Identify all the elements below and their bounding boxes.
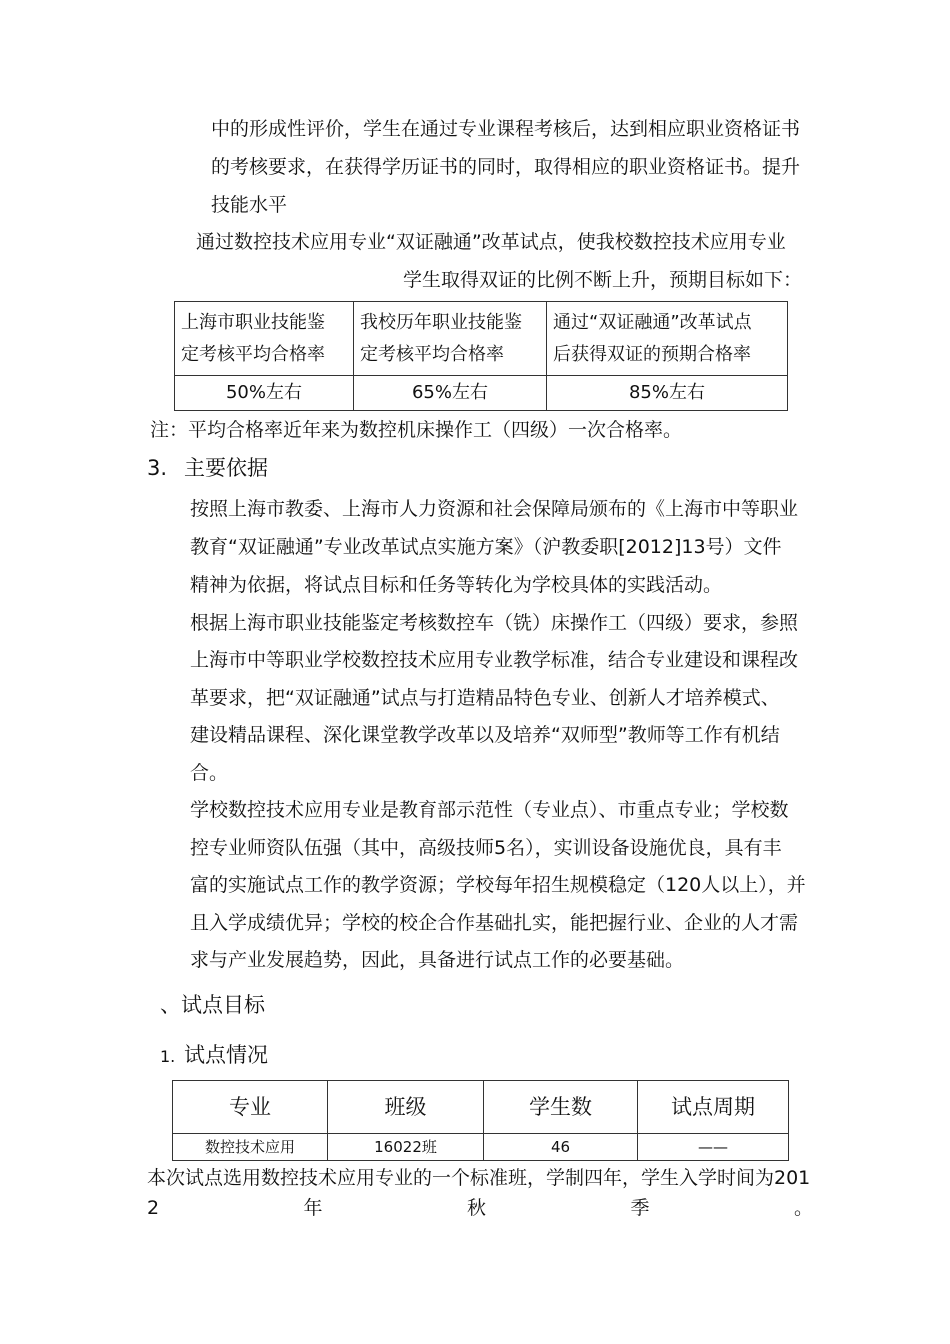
pilot-header-cell: 班级 <box>328 1081 484 1134</box>
paragraph-line: 根据上海市职业技能鉴定考核数控车（铣）床操作工（四级）要求，参照 <box>190 612 799 634</box>
paragraph-line: 求与产业发展趋势，因此，具备进行试点工作的必要基础。 <box>190 949 685 971</box>
paragraph-line: 上海市中等职业学校数控技术应用专业教学标准，结合专业建设和课程改 <box>190 649 799 671</box>
subsection-title: 试点情况 <box>184 1043 268 1067</box>
pilot-cell: 16022班 <box>328 1134 484 1161</box>
rate-value-cell: 85%左右 <box>547 376 788 411</box>
paragraph-line: 精神为依据，将试点目标和任务等转化为学校具体的实践活动。 <box>190 574 723 596</box>
pilot-table <box>172 1080 789 1161</box>
pilot-header-cell: 试点周期 <box>638 1081 789 1134</box>
closing-word: 季 <box>630 1197 650 1219</box>
paragraph-line: 革要求，把“双证融通”试点与打造精品特色专业、创新人才培养模式、 <box>190 687 780 709</box>
closing-word: 年 <box>303 1197 323 1219</box>
paragraph-line: 合。 <box>190 762 229 784</box>
rate-value-cell: 65%左右 <box>354 376 547 411</box>
paragraph-line: 建设精品课程、深化课堂教学改革以及培养“双师型”教师等工作有机结 <box>190 724 780 746</box>
pilot-cell: 46 <box>484 1134 638 1161</box>
pilot-header-cell: 学生数 <box>484 1081 638 1134</box>
paragraph-line: 且入学成绩优异；学校的校企合作基础扎实，能把握行业、企业的人才需 <box>190 912 799 934</box>
rate-header-cell: 通过“双证融通”改革试点 后获得双证的预期合格率 <box>547 302 788 376</box>
section-title: 、试点目标 <box>160 993 265 1017</box>
intro-line: 技能水平 <box>211 194 288 216</box>
paragraph-line: 富的实施试点工作的教学资源；学校每年招生规模稳定（120人以上），并 <box>190 874 806 896</box>
paragraph-line: 按照上海市教委、上海市人力资源和社会保障局颁布的《上海市中等职业 <box>190 498 799 520</box>
table-note: 注：平均合格率近年来为数控机床操作工（四级）一次合格率。 <box>150 419 683 441</box>
section-title: 主要依据 <box>184 456 268 480</box>
closing-line-spread <box>147 1196 813 1220</box>
paragraph-line: 学校数控技术应用专业是教育部示范性（专业点）、市重点专业；学校数 <box>190 799 789 821</box>
intro-line: 通过数控技术应用专业“双证融通”改革试点，使我校数控技术应用专业 <box>196 231 786 253</box>
rate-value-cell: 50%左右 <box>175 376 354 411</box>
closing-word: 秋 <box>467 1197 487 1219</box>
pilot-cell: 数控技术应用 <box>173 1134 328 1161</box>
pilot-cell: —— <box>638 1134 789 1161</box>
intro-line: 学生取得双证的比例不断上升，预期目标如下： <box>403 269 803 291</box>
intro-line: 的考核要求，在获得学历证书的同时，取得相应的职业资格证书。提升 <box>211 156 801 178</box>
pilot-header-cell: 专业 <box>173 1081 328 1134</box>
section-number: 3. <box>147 456 168 480</box>
closing-word: 。 <box>793 1197 813 1219</box>
intro-line: 中的形成性评价，学生在通过专业课程考核后，达到相应职业资格证书 <box>211 118 801 140</box>
rate-header-cell: 上海市职业技能鉴 定考核平均合格率 <box>175 302 354 376</box>
closing-word: 2 <box>147 1197 160 1219</box>
paragraph-line: 教育“双证融通”专业改革试点实施方案》（沪教委职[2012]13号）文件 <box>190 536 782 558</box>
closing-line: 本次试点选用数控技术应用专业的一个标准班，学制四年，学生入学时间为201 <box>147 1167 811 1189</box>
rate-table <box>174 301 788 411</box>
paragraph-line: 控专业师资队伍强（其中，高级技师5名），实训设备设施优良，具有丰 <box>190 837 782 859</box>
subsection-number: 1. <box>160 1047 176 1066</box>
rate-header-cell: 我校历年职业技能鉴 定考核平均合格率 <box>354 302 547 376</box>
